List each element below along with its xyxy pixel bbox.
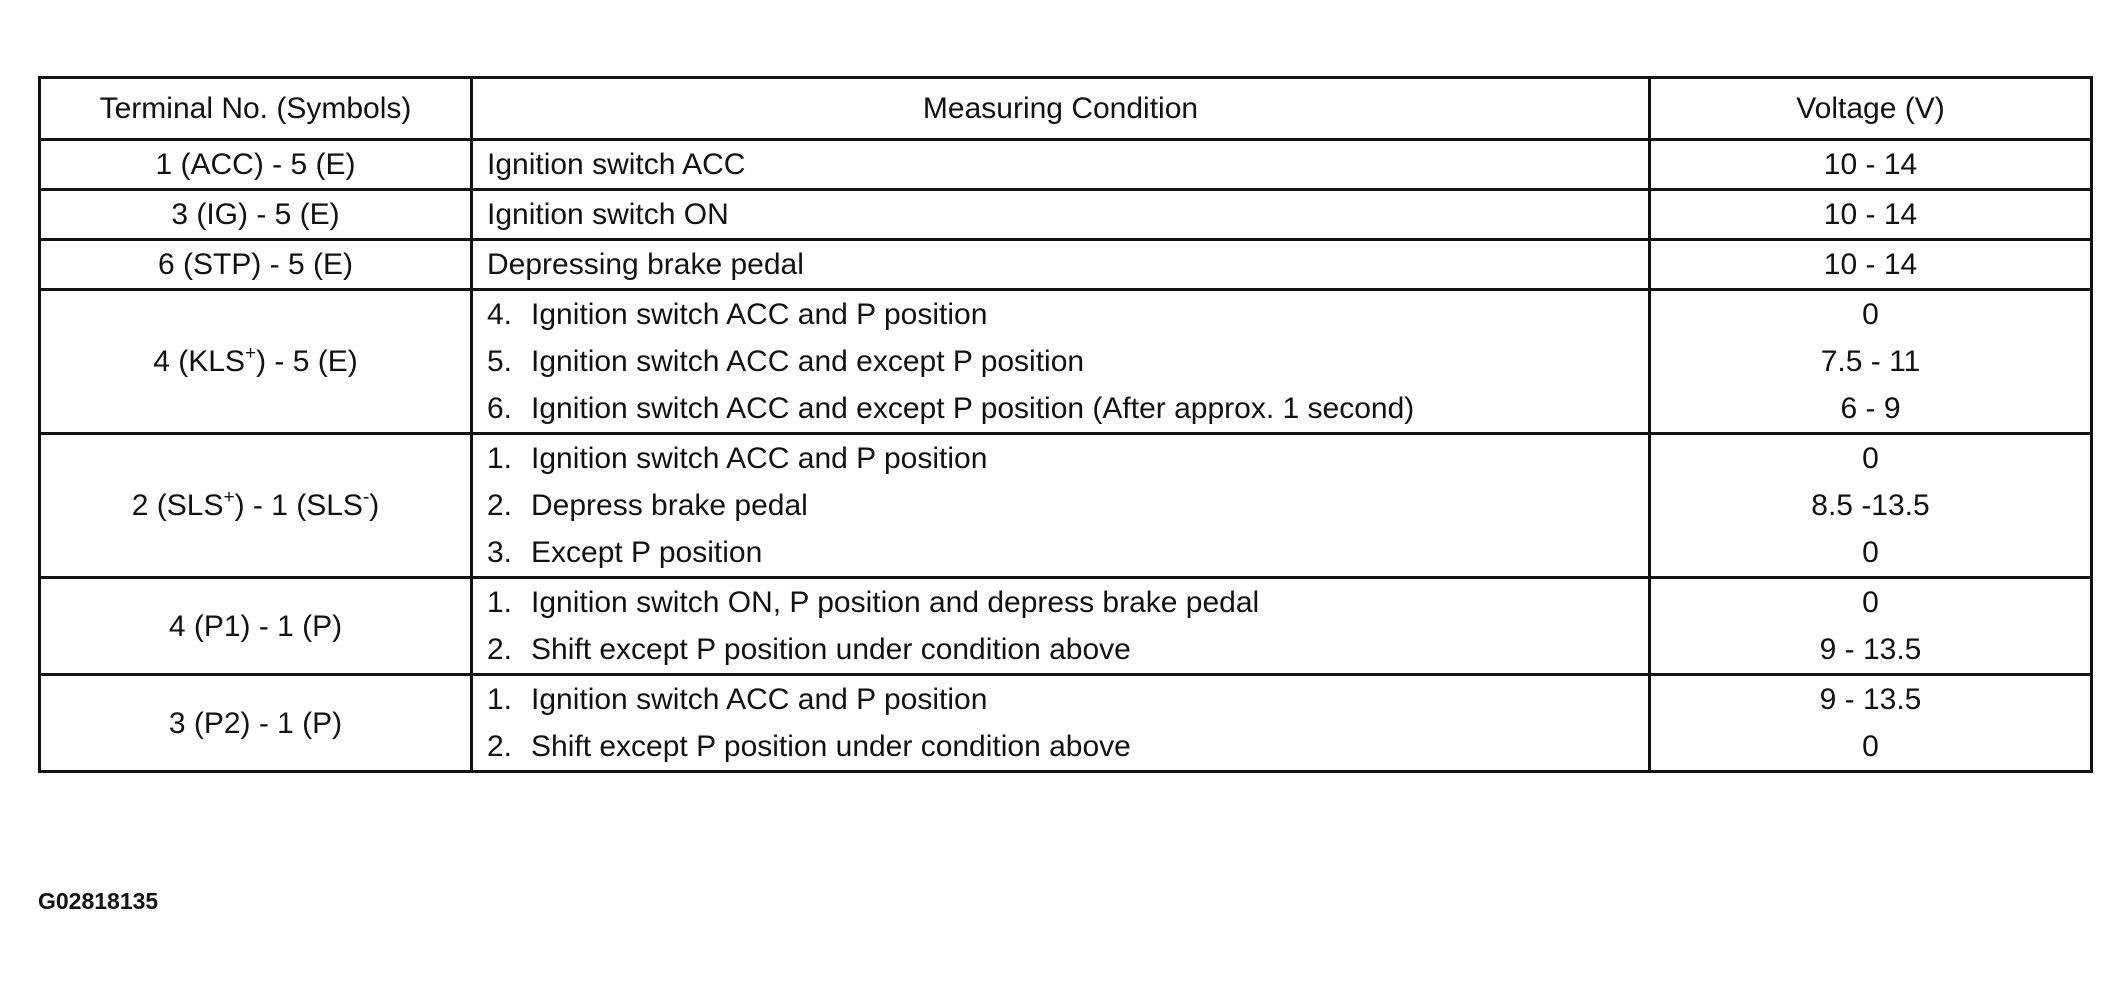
condition-item: 1. Ignition switch ON, P position and depress brake pedal (487, 586, 1260, 619)
table-row (40, 240, 2092, 290)
condition-item: 2. Shift except P position under condition above (487, 730, 1131, 763)
figure-id: G02818135 (38, 888, 159, 914)
condition-cell (472, 578, 1650, 675)
condition-text: Ignition switch ON (487, 198, 729, 231)
voltage-cell (1650, 578, 2092, 675)
voltage-value: 0 (1862, 298, 1879, 331)
table-row (40, 290, 2092, 434)
voltage-value: 6 - 9 (1840, 392, 1901, 425)
condition-cell (472, 290, 1650, 434)
header-voltage: Voltage (V) (1650, 78, 2092, 140)
voltage-value: 9 - 13.5 (1819, 683, 1922, 716)
condition-item: 1. Ignition switch ACC and P position (487, 442, 988, 475)
header-measuring-condition: Measuring Condition (472, 78, 1650, 140)
condition-text: Ignition switch ACC (487, 148, 746, 181)
table-row (40, 434, 2092, 578)
voltage-value: 0 (1862, 730, 1879, 763)
terminal-label: 4 (P1) - 1 (P) (168, 609, 343, 643)
condition-item: 6. Ignition switch ACC and except P position (After approx. 1 second) (487, 392, 1415, 425)
table-row (40, 190, 2092, 240)
condition-item: 2. Depress brake pedal (487, 489, 808, 522)
voltage-value: 8.5 -13.5 (1811, 489, 1930, 522)
table-header-row (40, 78, 2092, 140)
voltage-value: 0 (1862, 442, 1879, 475)
voltage-cell (1650, 240, 2092, 290)
terminal-label: 3 (IG) - 5 (E) (171, 198, 340, 231)
condition-cell (472, 675, 1650, 772)
condition-cell (472, 140, 1650, 190)
table-row (40, 675, 2092, 772)
voltage-cell (1650, 190, 2092, 240)
terminal-label: 3 (P2) - 1 (P) (168, 706, 343, 740)
terminal-cell (40, 675, 472, 772)
condition-text: Depressing brake pedal (487, 248, 804, 281)
header-terminal: Terminal No. (Symbols) (40, 78, 472, 140)
terminal-cell (40, 290, 472, 434)
voltage-cell (1650, 290, 2092, 434)
table-row (40, 578, 2092, 675)
voltage-value: 9 - 13.5 (1819, 633, 1922, 666)
condition-cell (472, 190, 1650, 240)
voltage-value: 10 - 14 (1823, 148, 1918, 181)
terminal-label: 4 (KLS+) - 5 (E) (153, 343, 358, 378)
terminal-cell (40, 240, 472, 290)
condition-item: 2. Shift except P position under condition above (487, 633, 1131, 666)
voltage-cell (1650, 434, 2092, 578)
voltage-value: 7.5 - 11 (1820, 345, 1921, 378)
terminal-cell (40, 190, 472, 240)
voltage-value: 0 (1862, 536, 1879, 569)
terminal-label: 2 (SLS+) - 1 (SLS-) (131, 487, 380, 522)
voltage-value: 10 - 14 (1823, 198, 1918, 231)
condition-item: 1. Ignition switch ACC and P position (487, 683, 988, 716)
table-row (40, 140, 2092, 190)
condition-cell (472, 434, 1650, 578)
terminal-cell (40, 434, 472, 578)
terminal-label: 1 (ACC) - 5 (E) (155, 148, 356, 181)
condition-item: 4. Ignition switch ACC and P position (487, 298, 988, 331)
voltage-cell (1650, 140, 2092, 190)
voltage-value: 0 (1862, 586, 1879, 619)
terminal-voltage-table (38, 76, 2093, 773)
condition-item: 5. Ignition switch ACC and except P position (487, 345, 1085, 378)
terminal-cell (40, 578, 472, 675)
voltage-value: 10 - 14 (1823, 248, 1918, 281)
terminal-cell (40, 140, 472, 190)
condition-cell (472, 240, 1650, 290)
condition-item: 3. Except P position (487, 536, 763, 569)
terminal-label: 6 (STP) - 5 (E) (157, 248, 353, 281)
voltage-cell (1650, 675, 2092, 772)
